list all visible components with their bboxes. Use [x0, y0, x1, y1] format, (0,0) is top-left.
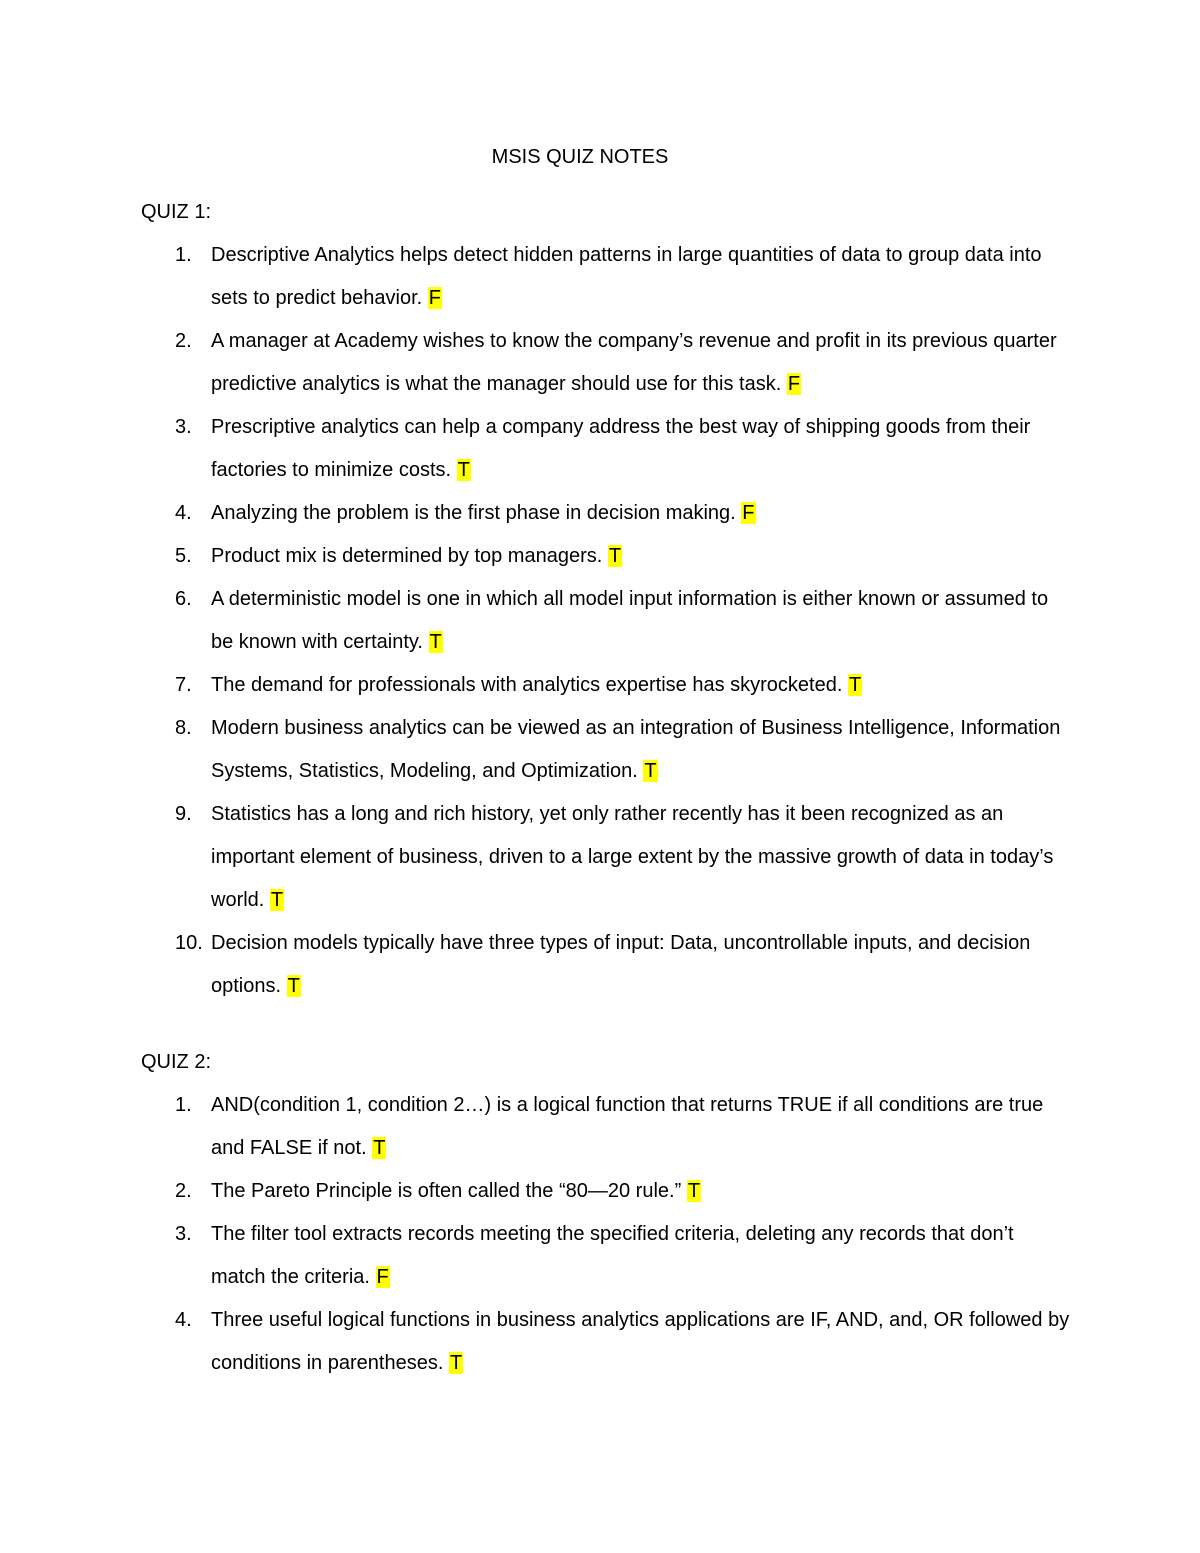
- item-number: 7.: [175, 674, 192, 696]
- item-text: Three useful logical functions in business analytics applications are IF, AND, and, OR followed by conditions in parentheses.: [211, 1309, 1070, 1374]
- list-item: [141, 664, 1071, 707]
- item-number: 1.: [175, 244, 192, 266]
- item-number: 6.: [175, 588, 192, 610]
- answer-highlight: T: [687, 1180, 701, 1202]
- item-text: A manager at Academy wishes to know the company’s revenue and profit in its previous quarter predictive analytics is what the manager should use for this task.: [211, 330, 1057, 395]
- item-number: 8.: [175, 717, 192, 739]
- answer-highlight: T: [270, 889, 284, 911]
- item-text: Decision models typically have three types of input: Data, uncontrollable inputs, and decision options.: [211, 932, 1031, 997]
- answer-highlight: T: [644, 760, 657, 782]
- item-text: Product mix is determined by top managers.: [211, 545, 603, 567]
- item-number: 3.: [175, 1223, 192, 1245]
- list-item: [141, 535, 1071, 578]
- answer-highlight: T: [429, 631, 442, 653]
- list-item: [141, 1213, 1071, 1299]
- list-item: [141, 578, 1071, 664]
- quiz-2-heading: QUIZ 2:: [141, 1051, 212, 1073]
- item-number: 3.: [175, 416, 192, 438]
- quiz-1-list: [141, 234, 1071, 1008]
- answer-highlight: T: [373, 1137, 386, 1159]
- item-number: 5.: [175, 545, 192, 567]
- answer-highlight: F: [742, 502, 755, 524]
- list-item: [141, 492, 1071, 535]
- item-number: 2.: [175, 1180, 192, 1202]
- answer-highlight: T: [457, 459, 470, 481]
- answer-highlight: T: [449, 1352, 463, 1374]
- item-number: 2.: [175, 330, 192, 352]
- item-text: Prescriptive analytics can help a company address the best way of shipping goods from their factories to minimize costs.: [211, 416, 1031, 481]
- list-item: [141, 234, 1071, 320]
- item-text: A deterministic model is one in which all model input information is either known or assumed to be known with certainty.: [211, 588, 1049, 653]
- list-item: [141, 320, 1071, 406]
- list-item: [141, 1170, 1071, 1213]
- quiz-2-list: [141, 1084, 1071, 1385]
- list-item: [141, 707, 1071, 793]
- quiz-1-section: [141, 198, 1071, 1008]
- quiz-2-section: [141, 1048, 1071, 1385]
- item-text: The Pareto Principle is often called the “80—20 rule.”: [211, 1180, 682, 1202]
- list-item: [141, 1084, 1071, 1170]
- list-item: [141, 922, 1071, 1008]
- answer-highlight: T: [287, 975, 300, 997]
- answer-highlight: F: [787, 373, 801, 395]
- item-number: 4.: [175, 502, 192, 524]
- answer-highlight: F: [376, 1266, 389, 1288]
- quiz-1-heading: QUIZ 1:: [141, 201, 212, 223]
- item-text: Modern business analytics can be viewed as an integration of Business Intelligence, Information Systems, Statistics, Modeling, and Optimization.: [211, 717, 1061, 782]
- answer-highlight: T: [848, 674, 862, 696]
- item-number: 9.: [175, 803, 192, 825]
- list-item: [141, 793, 1071, 922]
- answer-highlight: F: [428, 287, 442, 309]
- item-text: Analyzing the problem is the first phase in decision making.: [211, 502, 736, 524]
- item-text: Descriptive Analytics helps detect hidden patterns in large quantities of data to group data into sets to predict behavior.: [211, 244, 1042, 309]
- list-item: [141, 406, 1071, 492]
- document-title: MSIS QUIZ NOTES: [491, 146, 669, 168]
- item-number: 4.: [175, 1309, 192, 1331]
- item-text: The filter tool extracts records meeting the specified criteria, deleting any records that don’t match the criteria.: [211, 1223, 1014, 1288]
- answer-highlight: T: [608, 545, 622, 567]
- item-number: 10.: [175, 932, 203, 954]
- item-text: The demand for professionals with analytics expertise has skyrocketed.: [211, 674, 843, 696]
- item-text: AND(condition 1, condition 2…) is a logical function that returns TRUE if all conditions are true and FALSE if not.: [211, 1094, 1044, 1159]
- item-text: Statistics has a long and rich history, yet only rather recently has it been recognized as an important element of business, driven to a large extent by the massive growth of data in today’s world.: [211, 803, 1054, 911]
- list-item: [141, 1299, 1071, 1385]
- item-number: 1.: [175, 1094, 192, 1116]
